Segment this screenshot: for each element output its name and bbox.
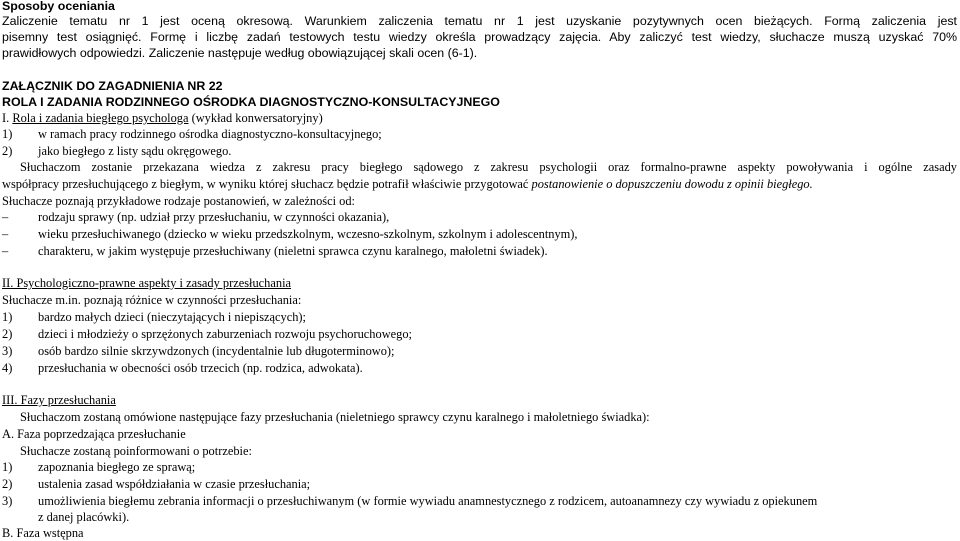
paragraph-line xyxy=(2,443,252,459)
paragraph-line: Słuchacze m.in. poznają różnice w czynności przesłuchania: xyxy=(2,293,302,307)
paragraph-line: Zaliczenie tematu nr 1 jest oceną okresową. Warunkiem zaliczenia tematu nr 1 jest uzyskanie pozytywnych ocen bieżących. Formą zaliczenia jest xyxy=(2,14,957,28)
item-text: rodzaju sprawy (np. udział przy przesłuchaniu, w czynności okazania), xyxy=(38,210,390,224)
item-text: jako biegłego z listy sądu okręgowego. xyxy=(38,144,232,158)
item-text: w ramach pracy rodzinnego ośrodka diagnostyczno-konsultacyjnego; xyxy=(38,127,382,141)
list-item xyxy=(2,493,817,509)
item-text: zapoznania biegłego ze sprawą; xyxy=(38,460,196,474)
section-i-heading xyxy=(2,110,323,126)
dash-list-item xyxy=(2,243,548,259)
item-number: 3) xyxy=(2,494,13,508)
section-i-title: Rola i zadania biegłego psychologa xyxy=(12,111,189,125)
item-text: z danej placówki). xyxy=(38,510,130,524)
paragraph-text: Słuchaczom zostanie przekazana wiedza z zakresu pracy biegłego sądowego z zakresu psychologii oraz formalno-prawne aspekty powoływania i ogólne zasady xyxy=(20,160,957,174)
paragraph-text: Słuchaczom zostaną omówione następujące fazy przesłuchania (nieletniego sprawcy czynu karalnego i małoletniego świadka): xyxy=(20,410,650,424)
dash-list-item xyxy=(2,226,578,242)
dash-list-item xyxy=(2,209,389,225)
item-text: osób bardzo silnie skrzywdzonych (incydentalnie lub długoterminowo); xyxy=(38,344,395,358)
paragraph-italic-text: postanowienie o dopuszczeniu dowodu z opinii biegłego. xyxy=(531,177,813,191)
paragraph-line xyxy=(2,176,813,192)
list-item xyxy=(2,309,306,325)
item-text: charakteru, w jakim występuje przesłuchiwany (nieletni sprawca czynu karalnego, małoletni świadek). xyxy=(38,244,548,258)
phase-b-heading: B. Faza wstępna xyxy=(2,526,84,540)
paragraph-line: Słuchacze poznają przykładowe rodzaje postanowień, w zależności od: xyxy=(2,194,355,208)
list-item xyxy=(2,343,395,359)
item-text: ustalenia zasad współdziałania w czasie przesłuchania; xyxy=(38,477,311,491)
item-text: bardzo małych dzieci (nieczytających i niepiszących); xyxy=(38,310,306,324)
list-item-continuation xyxy=(2,509,129,525)
section-i-prefix: I. xyxy=(2,111,13,125)
section-iii-heading: III. Fazy przesłuchania xyxy=(2,393,116,407)
list-item xyxy=(2,360,363,376)
list-item xyxy=(2,459,195,475)
dash-bullet: – xyxy=(2,227,9,241)
paragraph-line: prawidłowych odpowiedzi. Zaliczenie następuje według obowiązującej skali ocen (6-1). xyxy=(2,46,478,60)
section-ii-heading: II. Psychologiczno-prawne aspekty i zasady przesłuchania xyxy=(2,276,292,290)
item-text: przesłuchania w obecności osób trzecich (np. rodzica, adwokata). xyxy=(38,361,363,375)
list-item xyxy=(2,126,382,142)
paragraph-line xyxy=(2,159,957,175)
heading-zalacznik: ZAŁĄCZNIK DO ZAGADNIENIA NR 22 xyxy=(2,79,223,93)
list-item xyxy=(2,476,310,492)
dash-bullet: – xyxy=(2,244,9,258)
paragraph-text: Słuchacze zostaną poinformowani o potrzebie: xyxy=(20,444,252,458)
item-number: 2) xyxy=(2,477,13,491)
item-number: 4) xyxy=(2,361,13,375)
list-item xyxy=(2,143,231,159)
item-number: 2) xyxy=(2,327,13,341)
item-number: 1) xyxy=(2,127,13,141)
item-number: 1) xyxy=(2,310,13,324)
paragraph-line xyxy=(2,409,650,425)
item-text: dzieci i młodzieży o sprzężonych zaburzeniach rozwoju psychoruchowego; xyxy=(38,327,412,341)
item-number: 1) xyxy=(2,460,13,474)
paragraph-text: współpracy przesłuchującego z biegłym, w wyniku której słuchacz będzie potrafił właściwie przygotować xyxy=(2,177,532,191)
heading-rola: ROLA I ZADANIA RODZINNEGO OŚRODKA DIAGNOSTYCZNO-KONSULTACYJNEGO xyxy=(2,95,500,109)
list-item xyxy=(2,326,412,342)
heading-sposoby-oceniania: Sposoby oceniania xyxy=(2,0,115,13)
item-number: 2) xyxy=(2,144,13,158)
phase-a-heading: A. Faza poprzedzająca przesłuchanie xyxy=(2,427,186,441)
paragraph-line: pisemny test osiągnięć. Formę i liczbę zadań testowych testu wiedzy określa prowadzący zajęcia. Aby zaliczyć test wiedzy, słuchacze muszą uzyskać 70% xyxy=(2,30,957,44)
section-i-suffix: (wykład konwersatoryjny) xyxy=(188,111,323,125)
item-number: 3) xyxy=(2,344,13,358)
item-text: wieku przesłuchiwanego (dziecko w wieku przedszkolnym, wczesno-szkolnym, szkolnym i adolescentnym), xyxy=(38,227,578,241)
dash-bullet: – xyxy=(2,210,9,224)
item-text: umożliwienia biegłemu zebrania informacji o przesłuchiwanym (w formie wywiadu anamnestycznego z rodzicem, autoanamnezy czy wywiadu z opiekunem xyxy=(38,494,818,508)
